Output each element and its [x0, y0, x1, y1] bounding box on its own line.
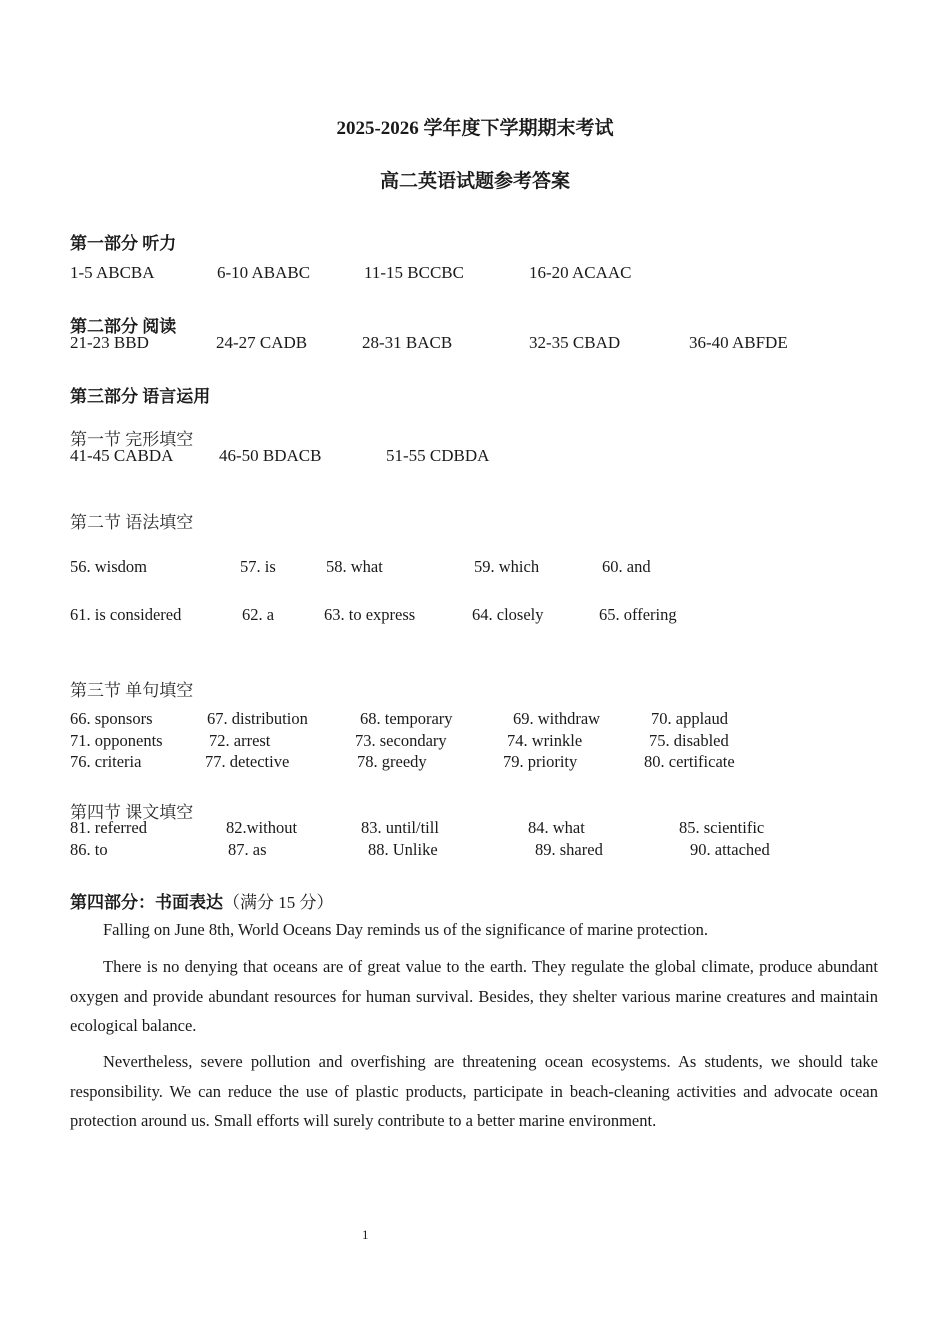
- section3-heading: 第三节 单句填空: [70, 681, 194, 700]
- part4-heading-line: [70, 888, 334, 913]
- answer-group: 16-20 ACAAC: [529, 263, 632, 282]
- answer-item: 61. is considered: [70, 605, 182, 624]
- answer-item: 84. what: [528, 818, 585, 837]
- answer-item: 70. applaud: [651, 709, 728, 728]
- answer-item: 88. Unlike: [368, 840, 438, 859]
- answer-item: 80. certificate: [644, 752, 735, 771]
- answer-item: 78. greedy: [357, 752, 427, 771]
- answer-item: 67. distribution: [207, 709, 308, 728]
- document-title: 2025-2026 学年度下学期期末考试: [336, 118, 614, 139]
- part3-heading: 第三部分 语言运用: [70, 387, 211, 406]
- answer-item: 60. and: [602, 557, 651, 576]
- answer-item: 83. until/till: [361, 818, 439, 837]
- answer-item: 65. offering: [599, 605, 677, 624]
- answer-group: 46-50 BDACB: [219, 446, 322, 465]
- answer-item: 82.without: [226, 818, 298, 837]
- answer-item: 71. opponents: [70, 731, 163, 750]
- section2-heading: 第二节 语法填空: [70, 513, 194, 532]
- answer-item: 72. arrest: [209, 731, 271, 750]
- part4-score-note: （满分 15 分）: [223, 893, 334, 912]
- section4-heading: 第四节 课文填空: [70, 803, 194, 822]
- answer-item: 76. criteria: [70, 752, 142, 771]
- answer-item: 79. priority: [503, 752, 578, 771]
- answer-group: 41-45 CABDA: [70, 446, 174, 465]
- answer-group: 21-23 BBD: [70, 333, 149, 352]
- answer-group: 24-27 CADB: [216, 333, 308, 352]
- answer-group: 32-35 CBAD: [529, 333, 621, 352]
- answer-item: 77. detective: [205, 752, 290, 771]
- answer-item: 69. withdraw: [513, 709, 601, 728]
- page-number: 1: [362, 1227, 369, 1242]
- answer-item: 66. sponsors: [70, 709, 153, 728]
- essay-paragraph: Nevertheless, severe pollution and overfishing are threatening ocean ecosystems. As students, we should take responsibility. We can reduce the use of plastic products, participate in beach-cleaning activities and advocate ocean protection around us. Small efforts will surely contribute to a better marine environment.: [70, 1052, 878, 1130]
- essay-paragraph: Falling on June 8th, World Oceans Day reminds us of the significance of marine protection.: [103, 920, 709, 939]
- part2-heading: 第二部分 阅读: [70, 317, 177, 336]
- document-subtitle: 高二英语试题参考答案: [379, 171, 570, 192]
- answer-group: 11-15 BCCBC: [364, 263, 464, 282]
- section1-heading: 第一节 完形填空: [70, 430, 194, 449]
- answer-group: 6-10 ABABC: [217, 263, 311, 282]
- answer-item: 81. referred: [70, 818, 147, 837]
- answer-group: 1-5 ABCBA: [70, 263, 155, 282]
- answer-group: 28-31 BACB: [362, 333, 453, 352]
- part4-heading: 第四部分：书面表达: [70, 893, 223, 912]
- answer-item: 59. which: [474, 557, 540, 576]
- answer-item: 87. as: [228, 840, 267, 859]
- answer-item: 57. is: [240, 557, 276, 576]
- answer-group: 36-40 ABFDE: [689, 333, 788, 352]
- essay-paragraph: There is no denying that oceans are of great value to the earth. They regulate the global climate, produce abundant oxygen and provide abundant resources for human survival. Besides, they shelter various marine creatures and maintain ecological balance.: [70, 957, 878, 1035]
- answer-item: 73. secondary: [355, 731, 447, 750]
- answer-item: 63. to express: [324, 605, 416, 624]
- answer-item: 86. to: [70, 840, 108, 859]
- answer-item: 56. wisdom: [70, 557, 148, 576]
- answer-group: 51-55 CDBDA: [386, 446, 490, 465]
- part1-heading: 第一部分 听力: [70, 234, 177, 253]
- answer-item: 64. closely: [472, 605, 544, 624]
- answer-item: 90. attached: [690, 840, 770, 859]
- answer-item: 74. wrinkle: [507, 731, 583, 750]
- answer-item: 85. scientific: [679, 818, 765, 837]
- answer-item: 68. temporary: [360, 709, 453, 728]
- answer-item: 89. shared: [535, 840, 603, 859]
- answer-item: 75. disabled: [649, 731, 729, 750]
- answer-item: 62. a: [242, 605, 275, 624]
- answer-item: 58. what: [326, 557, 383, 576]
